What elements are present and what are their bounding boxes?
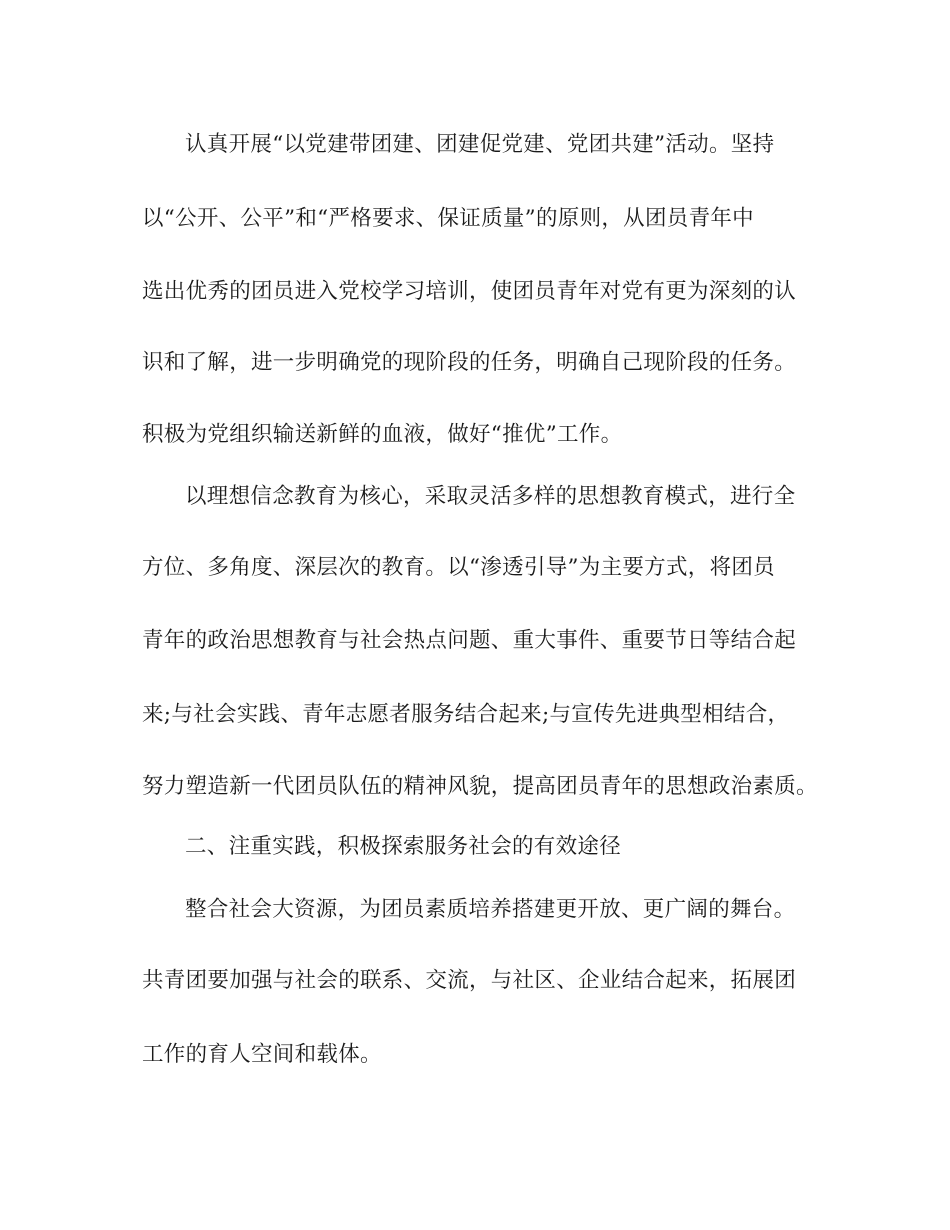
- paragraph-2-line-2: 方位、多角度、深层次的教育。以“渗透引导”为主要方式，将团员: [142, 555, 775, 580]
- paragraph-3-line-3: 工作的育人空间和载体。: [142, 1042, 382, 1067]
- paragraph-3-line-1: 整合社会大资源，为团员素质培养搭建更开放、更广阔的舞台。: [185, 897, 796, 922]
- paragraph-1-line-1: 认真开展“以党建带团建、团建促党建、党团共建”活动。坚持: [185, 132, 775, 157]
- section-heading: 二、注重实践，积极探索服务社会的有效途径: [185, 834, 622, 859]
- paragraph-1-line-3: 选出优秀的团员进入党校学习培训，使团员青年对党有更为深刻的认: [142, 279, 797, 304]
- paragraph-2-line-4: 来;与社会实践、青年志愿者服务结合起来;与宣传先进典型相结合，: [142, 702, 790, 727]
- paragraph-2-line-1: 以理想信念教育为核心，采取灵活多样的思想教育模式，进行全: [185, 484, 796, 509]
- paragraph-2-line-5: 努力塑造新一代团员队伍的精神风貌，提高团员青年的思想政治素质。: [142, 774, 818, 799]
- paragraph-1-line-2: 以“公开、公平”和“严格要求、保证质量”的原则，从团员青年中: [142, 206, 754, 231]
- paragraph-2-line-3: 青年的政治思想教育与社会热点问题、重大事件、重要节日等结合起: [142, 628, 797, 653]
- paragraph-1-line-5: 积极为党组织输送新鲜的血液，做好“推优”工作。: [142, 422, 623, 447]
- paragraph-1-line-4: 识和了解，进一步明确党的现阶段的任务，明确自己现阶段的任务。: [142, 350, 797, 375]
- paragraph-3-line-2: 共青团要加强与社会的联系、交流，与社区、企业结合起来，拓展团: [142, 968, 797, 993]
